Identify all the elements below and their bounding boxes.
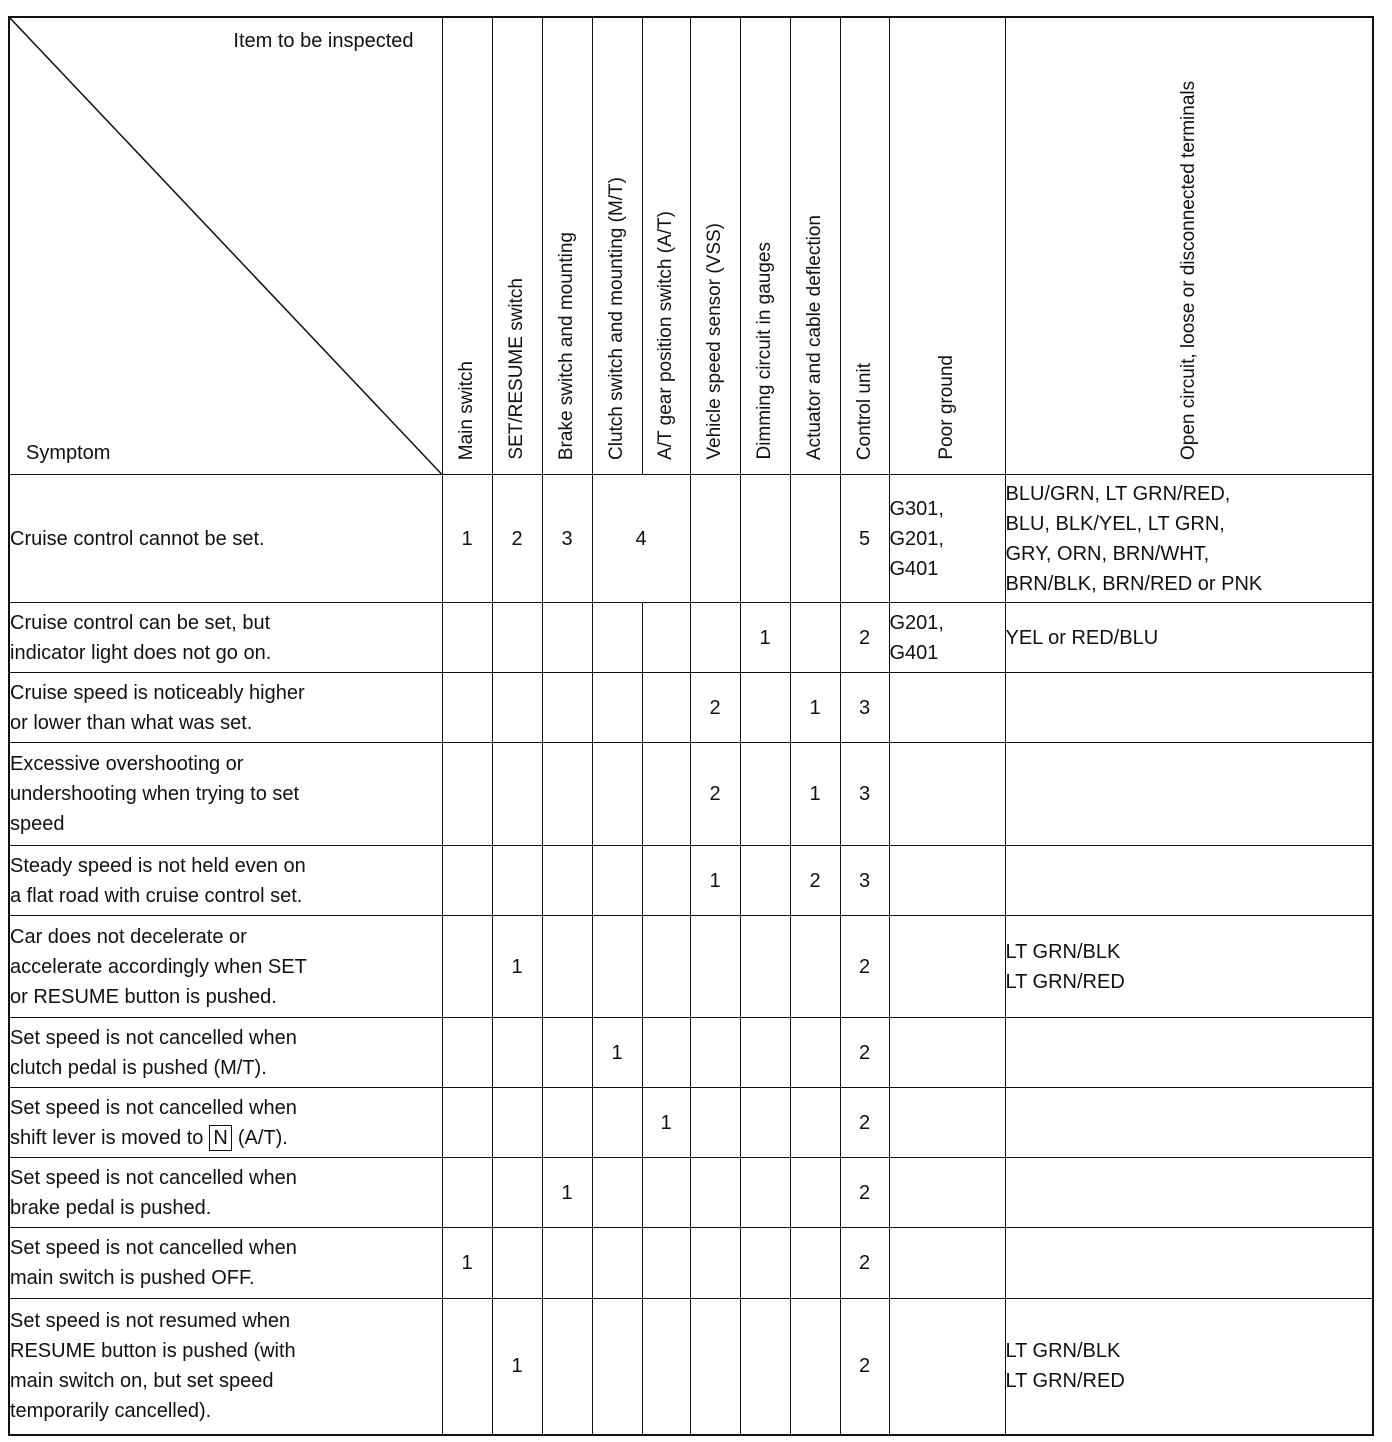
priority-cell-vss: 1 bbox=[690, 846, 740, 916]
priority-cell-vss bbox=[690, 1088, 740, 1158]
priority-cell-clutch-switch bbox=[592, 846, 642, 916]
symptom-line: indicator light does not go on. bbox=[10, 641, 272, 664]
symptom-cell bbox=[9, 475, 442, 603]
priority-cell-actuator: 1 bbox=[790, 673, 840, 743]
priority-cell-clutch-switch bbox=[592, 673, 642, 743]
table-row bbox=[9, 1088, 1373, 1158]
priority-cell-main-switch bbox=[442, 1088, 492, 1158]
priority-cell-actuator bbox=[790, 1158, 840, 1228]
symptom-line: Set speed is not cancelled when bbox=[10, 1026, 297, 1049]
priority-cell-brake-switch bbox=[542, 1228, 592, 1299]
priority-cell-main-switch bbox=[442, 1018, 492, 1088]
priority-cell-dimming-circuit bbox=[740, 673, 790, 743]
priority-cell-vss bbox=[690, 916, 740, 1018]
priority-cell-clutch-switch bbox=[592, 743, 642, 846]
symptom-line: undershooting when trying to set bbox=[10, 783, 300, 805]
priority-cell-main-switch bbox=[442, 673, 492, 743]
priority-cell-vss bbox=[690, 475, 740, 603]
priority-cell-clutch-switch bbox=[592, 916, 642, 1018]
priority-cell-main-switch: 1 bbox=[442, 475, 492, 603]
col-header-brake-switch: Brake switch and mounting bbox=[542, 17, 592, 475]
diagonal-divider bbox=[10, 18, 442, 474]
open-circuit-cell bbox=[1005, 1228, 1373, 1299]
table-row bbox=[9, 916, 1373, 1018]
priority-cell-actuator bbox=[790, 1299, 840, 1435]
priority-cell-set-resume-switch bbox=[492, 673, 542, 743]
priority-cell-control-unit: 2 bbox=[840, 916, 889, 1018]
priority-cell-control-unit: 5 bbox=[840, 475, 889, 603]
priority-cell-brake-switch bbox=[542, 1018, 592, 1088]
table-row bbox=[9, 1158, 1373, 1228]
priority-cell-vss: 2 bbox=[690, 743, 740, 846]
symptom-line: Excessive overshooting or bbox=[10, 753, 244, 775]
priority-cell-main-switch: 1 bbox=[442, 1228, 492, 1299]
symptom-line bbox=[10, 1123, 442, 1153]
table-row bbox=[9, 673, 1373, 743]
priority-cell-clutch-switch bbox=[592, 603, 642, 673]
symptom-line: clutch pedal is pushed (M/T). bbox=[10, 1056, 267, 1079]
symptom-line: brake pedal is pushed. bbox=[10, 1196, 212, 1219]
open-circuit-cell bbox=[1005, 1158, 1373, 1228]
ground-point: G401 bbox=[889, 557, 939, 580]
priority-cell-actuator bbox=[790, 475, 840, 603]
priority-cell-at-gear-switch bbox=[642, 1299, 690, 1435]
priority-cell-set-resume-switch bbox=[492, 1018, 542, 1088]
priority-cell-dimming-circuit bbox=[740, 1088, 790, 1158]
priority-cell-actuator: 2 bbox=[790, 846, 840, 916]
wire-color-line: LT GRN/BLK bbox=[1005, 1340, 1121, 1363]
priority-cell-control-unit: 2 bbox=[840, 1158, 889, 1228]
priority-cell-at-gear-switch bbox=[642, 603, 690, 673]
priority-cell-control-unit: 3 bbox=[840, 743, 889, 846]
poor-ground-cell bbox=[889, 916, 1005, 1018]
priority-cell-set-resume-switch: 1 bbox=[492, 1299, 542, 1435]
symptom-line: Set speed is not cancelled when bbox=[10, 1096, 297, 1119]
priority-cell-control-unit: 2 bbox=[840, 603, 889, 673]
symptom-cell bbox=[9, 846, 442, 916]
col-header-main-switch: Main switch bbox=[442, 17, 492, 475]
priority-cell-set-resume-switch bbox=[492, 743, 542, 846]
symptom-line: or lower than what was set. bbox=[10, 711, 253, 734]
col-header-poor-ground: Poor ground bbox=[889, 17, 1005, 475]
ground-point: G201, bbox=[889, 527, 944, 550]
priority-cell-actuator: 1 bbox=[790, 743, 840, 846]
priority-cell-clutch-switch bbox=[592, 1228, 642, 1299]
priority-cell-clutch-switch: 4 bbox=[592, 475, 690, 603]
symptom-line: speed bbox=[10, 813, 65, 835]
priority-cell-clutch-switch bbox=[592, 1088, 642, 1158]
priority-cell-set-resume-switch bbox=[492, 1088, 542, 1158]
priority-cell-set-resume-switch bbox=[492, 1228, 542, 1299]
priority-cell-dimming-circuit bbox=[740, 1158, 790, 1228]
open-circuit-cell bbox=[1005, 916, 1373, 1018]
priority-cell-set-resume-switch bbox=[492, 603, 542, 673]
open-circuit-cell bbox=[1005, 846, 1373, 916]
table-row bbox=[9, 743, 1373, 846]
priority-cell-actuator bbox=[790, 1228, 840, 1299]
poor-ground-cell bbox=[889, 475, 1005, 603]
symptom-cell bbox=[9, 743, 442, 846]
symptom-line: temporarily cancelled). bbox=[10, 1400, 212, 1423]
priority-cell-brake-switch: 1 bbox=[542, 1158, 592, 1228]
poor-ground-cell bbox=[889, 603, 1005, 673]
col-header-at-gear-switch: A/T gear position switch (A/T) bbox=[642, 17, 690, 475]
troubleshooting-table bbox=[8, 16, 1374, 1436]
symptom-label: Symptom bbox=[26, 442, 111, 464]
priority-cell-vss bbox=[690, 1228, 740, 1299]
col-header-set-resume-switch: SET/RESUME switch bbox=[492, 17, 542, 475]
priority-cell-main-switch bbox=[442, 846, 492, 916]
priority-cell-at-gear-switch bbox=[642, 1018, 690, 1088]
poor-ground-cell bbox=[889, 1299, 1005, 1435]
priority-cell-brake-switch bbox=[542, 846, 592, 916]
priority-cell-main-switch bbox=[442, 1299, 492, 1435]
col-header-clutch-switch: Clutch switch and mounting (M/T) bbox=[592, 17, 642, 475]
priority-cell-at-gear-switch bbox=[642, 916, 690, 1018]
wire-color-line: GRY, ORN, BRN/WHT, bbox=[1005, 542, 1210, 565]
priority-cell-clutch-switch bbox=[592, 1158, 642, 1228]
priority-cell-dimming-circuit bbox=[740, 1018, 790, 1088]
priority-cell-actuator bbox=[790, 603, 840, 673]
priority-cell-control-unit: 2 bbox=[840, 1228, 889, 1299]
symptom-cell bbox=[9, 1228, 442, 1299]
symptom-cell bbox=[9, 1158, 442, 1228]
priority-cell-vss bbox=[690, 1158, 740, 1228]
priority-cell-brake-switch bbox=[542, 743, 592, 846]
table-row bbox=[9, 1299, 1373, 1435]
col-header-control-unit: Control unit bbox=[840, 17, 889, 475]
wire-color-line: BRN/BLK, BRN/RED or PNK bbox=[1005, 572, 1263, 595]
wire-color-line: LT GRN/RED bbox=[1005, 1370, 1125, 1393]
priority-cell-at-gear-switch: 1 bbox=[642, 1088, 690, 1158]
table-body bbox=[9, 475, 1373, 1435]
priority-cell-dimming-circuit bbox=[740, 743, 790, 846]
priority-cell-control-unit: 3 bbox=[840, 673, 889, 743]
priority-cell-clutch-switch bbox=[592, 1299, 642, 1435]
symptom-line: main switch on, but set speed bbox=[10, 1370, 274, 1393]
symptom-line: Steady speed is not held even on bbox=[10, 854, 306, 877]
poor-ground-cell bbox=[889, 1228, 1005, 1299]
priority-cell-brake-switch bbox=[542, 1299, 592, 1435]
symptom-cell bbox=[9, 1088, 442, 1158]
priority-cell-actuator bbox=[790, 1088, 840, 1158]
poor-ground-cell bbox=[889, 673, 1005, 743]
priority-cell-control-unit: 2 bbox=[840, 1018, 889, 1088]
priority-cell-clutch-switch: 1 bbox=[592, 1018, 642, 1088]
priority-cell-dimming-circuit bbox=[740, 1299, 790, 1435]
priority-cell-at-gear-switch bbox=[642, 1158, 690, 1228]
symptom-cell bbox=[9, 916, 442, 1018]
symptom-line: accelerate accordingly when SET bbox=[10, 955, 307, 978]
table-row bbox=[9, 603, 1373, 673]
symptom-line: Set speed is not cancelled when bbox=[10, 1237, 297, 1259]
priority-cell-main-switch bbox=[442, 916, 492, 1018]
priority-cell-control-unit: 3 bbox=[840, 846, 889, 916]
poor-ground-cell bbox=[889, 1018, 1005, 1088]
priority-cell-actuator bbox=[790, 916, 840, 1018]
priority-cell-dimming-circuit bbox=[740, 1228, 790, 1299]
corner-cell bbox=[9, 17, 442, 475]
wire-color-line: BLU, BLK/YEL, LT GRN, bbox=[1005, 512, 1225, 535]
table-row bbox=[9, 475, 1373, 603]
open-circuit-cell bbox=[1005, 475, 1373, 603]
col-header-open-circuit: Open circuit, loose or disconnected terminals bbox=[1005, 17, 1373, 475]
poor-ground-cell bbox=[889, 743, 1005, 846]
priority-cell-brake-switch bbox=[542, 1088, 592, 1158]
priority-cell-set-resume-switch: 1 bbox=[492, 916, 542, 1018]
poor-ground-cell bbox=[889, 1088, 1005, 1158]
priority-cell-main-switch bbox=[442, 743, 492, 846]
priority-cell-dimming-circuit bbox=[740, 475, 790, 603]
priority-cell-dimming-circuit: 1 bbox=[740, 603, 790, 673]
table-row bbox=[9, 1228, 1373, 1299]
priority-cell-at-gear-switch bbox=[642, 1228, 690, 1299]
symptom-cell bbox=[9, 603, 442, 673]
symptom-line: Set speed is not resumed when bbox=[10, 1310, 291, 1333]
table-row bbox=[9, 1018, 1373, 1088]
table-row bbox=[9, 846, 1373, 916]
priority-cell-control-unit: 2 bbox=[840, 1088, 889, 1158]
symptom-line: main switch is pushed OFF. bbox=[10, 1267, 255, 1289]
priority-cell-set-resume-switch: 2 bbox=[492, 475, 542, 603]
col-header-dimming-circuit: Dimming circuit in gauges bbox=[740, 17, 790, 475]
neutral-position-box: N bbox=[209, 1125, 231, 1151]
priority-cell-brake-switch bbox=[542, 603, 592, 673]
poor-ground-cell bbox=[889, 1158, 1005, 1228]
symptom-line: Car does not decelerate or bbox=[10, 925, 247, 948]
col-header-vss: Vehicle speed sensor (VSS) bbox=[690, 17, 740, 475]
ground-point: G401 bbox=[889, 641, 939, 664]
priority-cell-at-gear-switch bbox=[642, 673, 690, 743]
poor-ground-cell bbox=[889, 846, 1005, 916]
symptom-line: a flat road with cruise control set. bbox=[10, 884, 303, 907]
symptom-line: or RESUME button is pushed. bbox=[10, 985, 277, 1008]
priority-cell-brake-switch bbox=[542, 673, 592, 743]
symptom-text: Cruise control cannot be set. bbox=[10, 527, 265, 550]
symptom-cell bbox=[9, 1018, 442, 1088]
open-circuit-cell bbox=[1005, 1299, 1373, 1435]
symptom-text: shift lever is moved to bbox=[10, 1126, 204, 1149]
priority-cell-vss bbox=[690, 1018, 740, 1088]
symptom-line: Cruise speed is noticeably higher bbox=[10, 681, 305, 704]
open-circuit-cell bbox=[1005, 1018, 1373, 1088]
symptom-cell bbox=[9, 1299, 442, 1435]
priority-cell-actuator bbox=[790, 1018, 840, 1088]
ground-point: G301, bbox=[889, 497, 944, 520]
open-circuit-cell bbox=[1005, 743, 1373, 846]
priority-cell-at-gear-switch bbox=[642, 743, 690, 846]
priority-cell-vss: 2 bbox=[690, 673, 740, 743]
symptom-text: (A/T). bbox=[237, 1126, 288, 1149]
priority-cell-brake-switch: 3 bbox=[542, 475, 592, 603]
priority-cell-vss bbox=[690, 1299, 740, 1435]
wire-color-line: YEL or RED/BLU bbox=[1005, 626, 1159, 649]
priority-cell-at-gear-switch bbox=[642, 846, 690, 916]
priority-cell-dimming-circuit bbox=[740, 916, 790, 1018]
priority-cell-main-switch bbox=[442, 603, 492, 673]
open-circuit-cell bbox=[1005, 673, 1373, 743]
wire-color-line: LT GRN/RED bbox=[1005, 970, 1125, 993]
priority-cell-main-switch bbox=[442, 1158, 492, 1228]
priority-cell-control-unit: 2 bbox=[840, 1299, 889, 1435]
col-header-actuator: Actuator and cable deflection bbox=[790, 17, 840, 475]
priority-cell-set-resume-switch bbox=[492, 1158, 542, 1228]
priority-cell-brake-switch bbox=[542, 916, 592, 1018]
wire-color-line: BLU/GRN, LT GRN/RED, bbox=[1005, 482, 1231, 505]
open-circuit-cell bbox=[1005, 603, 1373, 673]
symptom-line: Set speed is not cancelled when bbox=[10, 1166, 297, 1189]
wire-color-line: LT GRN/BLK bbox=[1005, 940, 1121, 963]
symptom-cell bbox=[9, 673, 442, 743]
ground-point: G201, bbox=[889, 611, 944, 634]
header-row bbox=[9, 17, 1373, 475]
priority-cell-dimming-circuit bbox=[740, 846, 790, 916]
symptom-line: RESUME button is pushed (with bbox=[10, 1340, 296, 1363]
priority-cell-set-resume-switch bbox=[492, 846, 542, 916]
symptom-line: Cruise control can be set, but bbox=[10, 611, 271, 634]
item-to-be-inspected-label: Item to be inspected bbox=[233, 30, 414, 52]
priority-cell-vss bbox=[690, 603, 740, 673]
open-circuit-cell bbox=[1005, 1088, 1373, 1158]
